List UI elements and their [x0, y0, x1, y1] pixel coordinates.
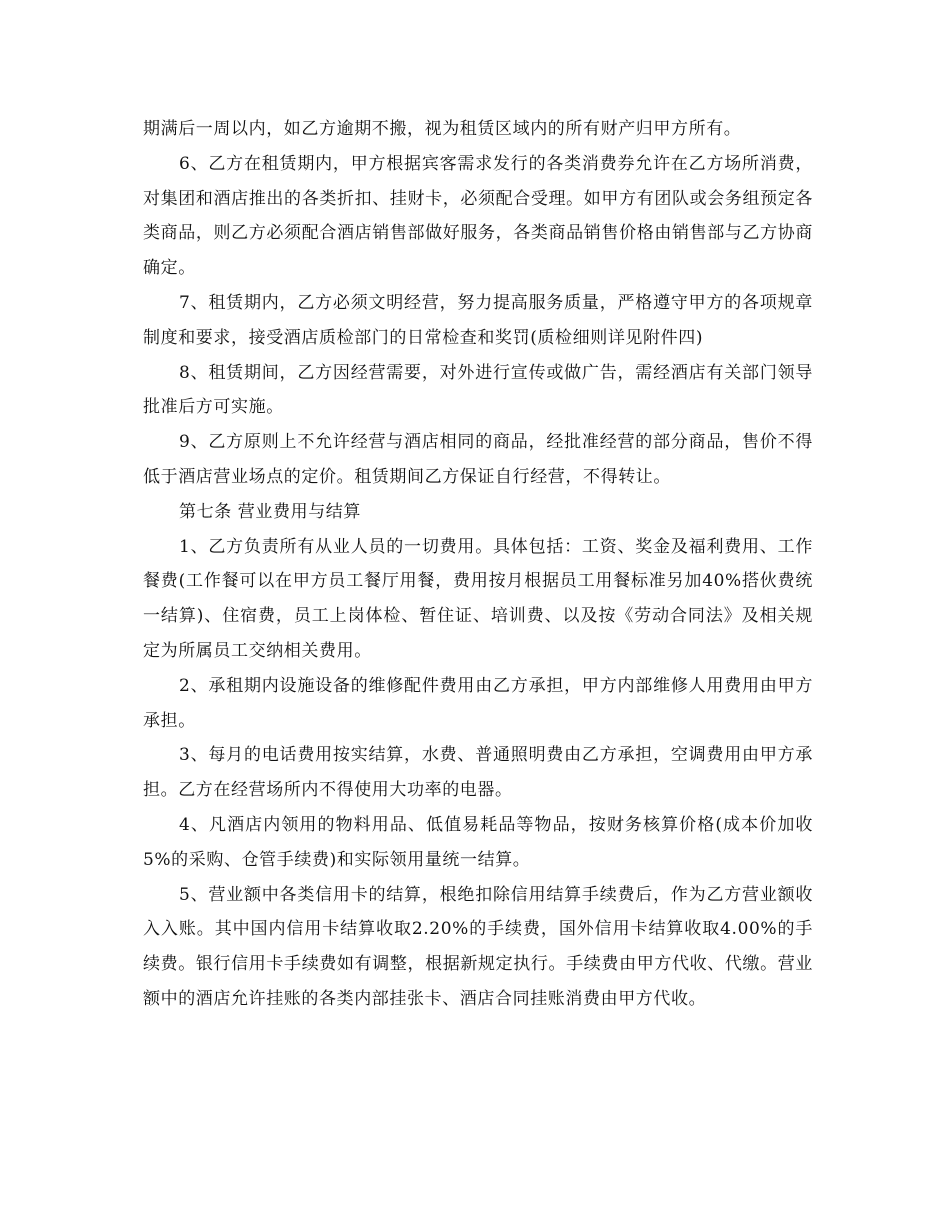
paragraph-clause-6-6: 6、乙方在租赁期内，甲方根据宾客需求发行的各类消费券允许在乙方场所消费，对集团和酒店推出的各类折扣、挂财卡，必须配合受理。如甲方有团队或会务组预定各类商品，则乙方必须配合酒店销售部做好服务，各类商品销售价格由销售部与乙方协商确定。	[143, 153, 813, 279]
paragraph-clause-7-2: 2、承租期内设施设备的维修配件费用由乙方承担，甲方内部维修人用费用由甲方承担。	[143, 675, 813, 731]
paragraph-clause-7-5: 5、营业额中各类信用卡的结算，根绝扣除信用结算手续费后，作为乙方营业额收入入账。其中国内信用卡结算收取2.20%的手续费，国外信用卡结算收取4.00%的手续费。银行信用卡手续费如有调整，根据新规定执行。手续费由甲方代收、代缴。营业额中的酒店允许挂账的各类内部挂张卡、酒店合同挂账消费由甲方代收。	[143, 884, 813, 1009]
paragraph-clause-6-9: 9、乙方原则上不允许经营与酒店相同的商品，经批准经营的部分商品，售价不得低于酒店营业场点的定价。租赁期间乙方保证自行经营，不得转让。	[143, 432, 813, 487]
paragraph-clause-6-7: 7、租赁期内，乙方必须文明经营，努力提高服务质量，严格遵守甲方的各项规章制度和要求，接受酒店质检部门的日常检查和奖罚(质检细则详见附件四)	[143, 292, 813, 348]
paragraph-clause-7-1: 1、乙方负责所有从业人员的一切费用。具体包括：工资、奖金及福利费用、工作餐费(工作餐可以在甲方员工餐厅用餐，费用按月根据员工用餐标准另加40%搭伙费统一结算)、住宿费，员工上岗体检、暂住证、培训费、以及按《劳动合同法》及相关规定为所属员工交纳相关费用。	[143, 536, 813, 661]
paragraph-clause-7-4: 4、凡酒店内领用的物料用品、低值易耗品等物品，按财务核算价格(成本价加收5%的采购、仓管手续费)和实际领用量统一结算。	[143, 814, 813, 870]
section-heading-article-7: 第七条 营业费用与结算	[179, 501, 362, 522]
paragraph-continuation: 期满后一周以内，如乙方逾期不搬，视为租赁区域内的所有财产归甲方所有。	[143, 119, 742, 139]
paragraph-clause-7-3: 3、每月的电话费用按实结算，水费、普通照明费由乙方承担，空调费用由甲方承担。乙方在经营场所内不得使用大功率的电器。	[143, 745, 813, 801]
document-body	[143, 112, 813, 1017]
paragraph-clause-6-8: 8、租赁期间，乙方因经营需要，对外进行宣传或做广告，需经酒店有关部门领导批准后方可实施。	[143, 362, 813, 418]
